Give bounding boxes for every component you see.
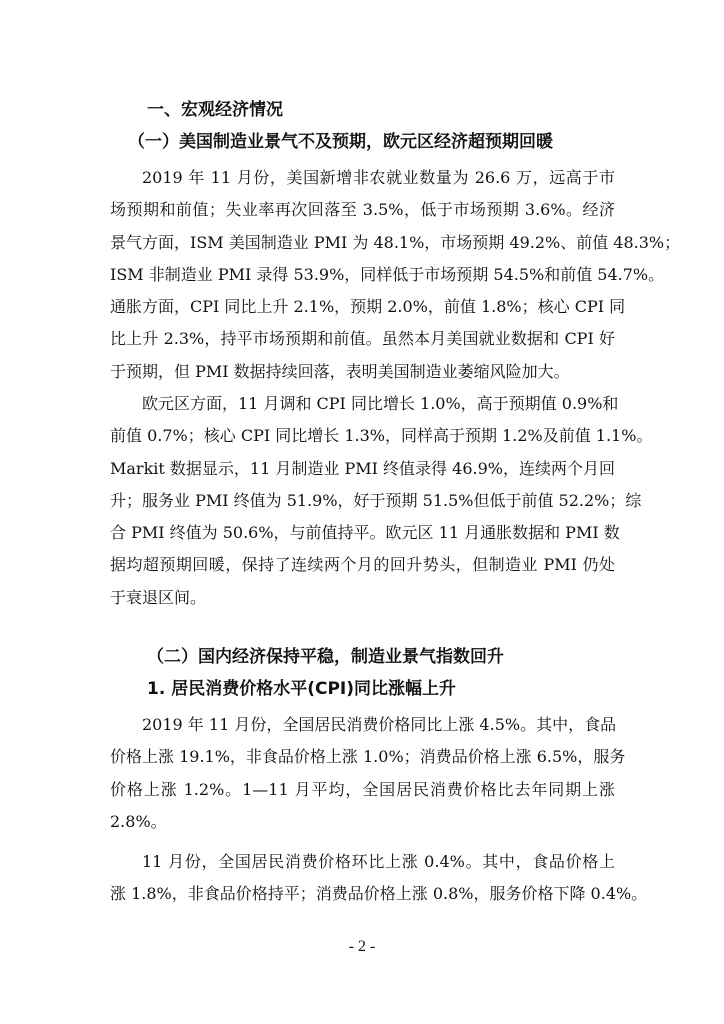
- text-line: 前值 0.7%；核心 CPI 同比增长 1.3%，同样高于预期 1.2%及前值 1.1%。: [110, 426, 653, 446]
- item-heading-cpi: 1. 居民消费价格水平(CPI)同比涨幅上升: [147, 679, 457, 699]
- paragraph-us-economy: [110, 162, 681, 388]
- text-line: 场预期和前值；失业率再次回落至 3.5%，低于市场预期 3.6%。经济: [110, 200, 615, 220]
- text-line: 价格上涨 19.1%，非食品价格上涨 1.0%；消费品价格上涨 6.5%，服务: [110, 747, 626, 767]
- text-line: 比上升 2.3%，持平市场预期和前值。虽然本月美国就业数据和 CPI 好: [110, 329, 615, 349]
- text-line: 2019 年 11 月份，全国居民消费价格同比上涨 4.5%。其中，食品: [142, 715, 617, 734]
- text-line: 2.8%。: [110, 811, 167, 831]
- subsection-heading-domestic: （二）国内经济保持平稳，制造业景气指数回升: [147, 647, 504, 667]
- text-line: ISM 非制造业 PMI 录得 53.9%，同样低于市场预期 54.5%和前值 54.7%。: [110, 264, 665, 284]
- text-line: 于预期，但 PMI 数据持续回落，表明美国制造业萎缩风险加大。: [110, 361, 570, 381]
- text-line: 涨 1.8%，非食品价格持平；消费品价格上涨 0.8%，服务价格下降 0.4%。: [110, 884, 648, 904]
- text-line: 价格上涨 1.2%。1—11 月平均，全国居民消费价格比去年同期上涨: [110, 779, 615, 799]
- text-line: 于衰退区间。: [110, 587, 207, 607]
- subsection-heading-us-eurozone: （一）美国制造业景气不及预期，欧元区经济超预期回暖: [128, 132, 553, 152]
- text-line: 景气方面，ISM 美国制造业 PMI 为 48.1%，市场预期 49.2%、前值 48.3%；: [110, 232, 681, 252]
- text-line: 升；服务业 PMI 终值为 51.9%，好于预期 51.5%但低于前值 52.2%；综: [110, 490, 642, 510]
- paragraph-eurozone: [110, 388, 653, 614]
- text-line: 通胀方面，CPI 同比上升 2.1%，预期 2.0%，前值 1.8%；核心 CPI 同: [110, 297, 626, 317]
- text-line: 欧元区方面，11 月调和 CPI 同比增长 1.0%，高于预期值 0.9%和: [142, 394, 619, 413]
- text-line: 2019 年 11 月份，美国新增非农就业数量为 26.6 万，远高于市: [142, 168, 615, 187]
- paragraph-cpi-mom: [110, 846, 648, 911]
- text-line: 据均超预期回暖，保持了连续两个月的回升势头，但制造业 PMI 仍处: [110, 555, 615, 575]
- text-line: Markit 数据显示，11 月制造业 PMI 终值录得 46.9%，连续两个月回: [110, 458, 615, 478]
- text-line: 合 PMI 终值为 50.6%，与前值持平。欧元区 11 月通胀数据和 PMI 数: [110, 523, 620, 543]
- paragraph-cpi-yoy: [110, 709, 626, 838]
- section-heading-macro: 一、宏观经济情况: [147, 100, 283, 120]
- page-number: - 2 -: [348, 938, 376, 955]
- text-line: 11 月份，全国居民消费价格环比上涨 0.4%。其中，食品价格上: [142, 852, 615, 871]
